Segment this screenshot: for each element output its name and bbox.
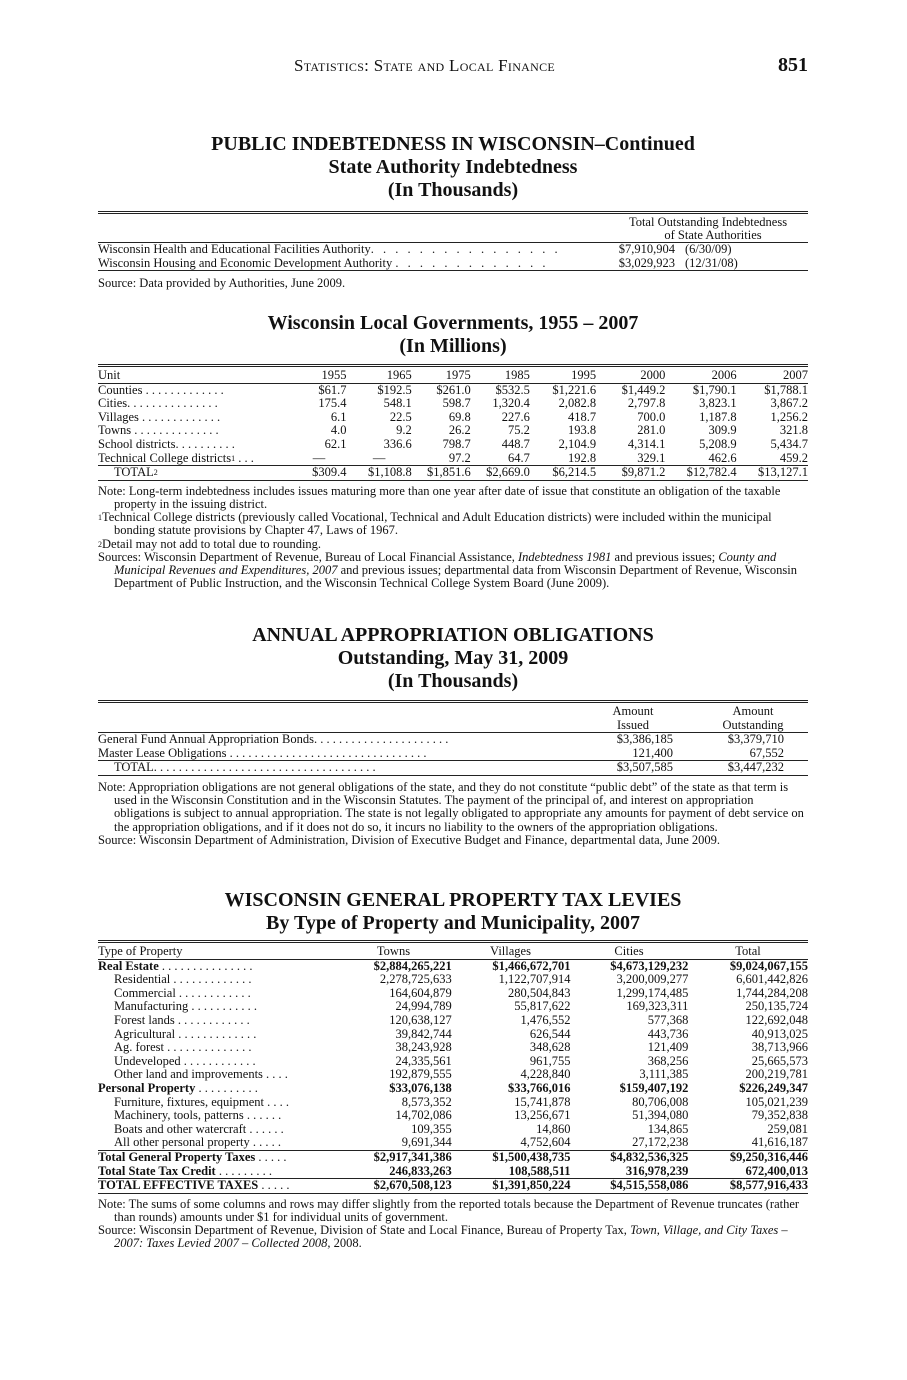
table-row: Villages . . . . . . . . . . . . . 6.1 22.5 69.8 227.6 418.7 700.0 1,187.8 1,256.2 — [98, 409, 808, 424]
section-subtitle: By Type of Property and Municipality, 2007 — [266, 912, 640, 934]
appropriation-section — [98, 624, 808, 847]
table-total-row: TOTAL$^2$ $309.4 $1,108.8 $1,851.6 $2,669.0 $6,214.5 $9,871.2 $12,782.4 $13,127.1 — [98, 466, 808, 481]
column-header: Total Outstanding Indebtedness of State Authorities — [98, 214, 808, 242]
section-units: (In Thousands) — [387, 179, 519, 201]
table-row: Furniture, fixtures, equipment . . . . 8,573,352 15,741,878 80,706,008 105,021,239 — [114, 1094, 808, 1109]
table-row: Forest lands . . . . . . . . . . . . 120,638,127 1,476,552 577,368 122,692,048 — [114, 1012, 808, 1027]
table-row: Real Estate . . . . . . . . . . . . . . . $2,884,265,221 $1,466,672,701 $4,673,129,232 $9,024,067,155 — [98, 958, 808, 973]
table-row: Commercial . . . . . . . . . . . . 164,604,879 280,504,843 1,299,174,485 1,744,284,208 — [114, 985, 808, 1000]
section-units: (In Thousands) — [387, 670, 519, 692]
section-subtitle: State Authority Indebtedness — [328, 156, 578, 178]
section-title: Wisconsin Local Governments, 1955 – 2007 — [267, 312, 639, 334]
source-note: Source: Wisconsin Department of Administration, Division of Executive Budget and Finance, departmental data, June 2009. — [98, 832, 721, 847]
state-authority-section — [98, 133, 808, 290]
table-header: Amount Amount — [612, 704, 774, 718]
local-governments-section — [98, 312, 808, 590]
table-row: Agricultural . . . . . . . . . . . . . 39,842,744 626,544 443,736 40,913,025 — [114, 1026, 808, 1041]
table-row: Boats and other watercraft . . . . . . 109,355 14,860 134,865 259,081 — [114, 1121, 808, 1136]
section-subtitle: Outstanding, May 31, 2009 — [337, 647, 569, 669]
table-row: All other personal property . . . . . 9,691,344 4,752,604 27,172,238 41,616,187 — [114, 1135, 808, 1150]
section-title: PUBLIC INDEBTEDNESS IN WISCONSIN–Continued — [211, 133, 695, 155]
running-head-title: Statistics: State and Local Finance — [294, 56, 556, 75]
local-gov-table — [98, 369, 808, 481]
table-row: Wisconsin Health and Educational Facilities Authority. . . . . . . . . . . . . . . . $7,910,904 (6/30/09) — [98, 242, 732, 256]
source-note: Source: Data provided by Authorities, June 2009. — [98, 276, 346, 291]
authority-table — [98, 243, 808, 270]
table-row: Cities. . . . . . . . . . . . . . . 175.4 548.1 598.7 1,320.4 2,082.8 2,797.8 3,823.1 3,867.2 — [98, 396, 808, 411]
section-title: ANNUAL APPROPRIATION OBLIGATIONS — [252, 624, 654, 646]
table-row: Undeveloped . . . . . . . . . . . . 24,335,561 961,755 368,256 25,665,573 — [114, 1053, 808, 1068]
footnote-2: $^2$Detail may not add to total due to rounding. — [98, 536, 322, 551]
table-note: Note: The sums of some columns and rows may differ slightly from the reported totals because the Department of Revenue truncates (rather than rounds) amounts under $1 for individual units of government. — [98, 1196, 800, 1224]
table-row: Master Lease Obligations . . . . . . . . . . . . . . . . . . . . . . . . . . . . . . . . 121,400 67,552 — [98, 745, 784, 760]
table-row: Technical College districts$^1$ . . . — — 97.2 64.7 192.8 329.1 462.6 459.2 — [98, 450, 808, 465]
source-note: Source: Wisconsin Department of Revenue, Division of State and Local Finance, Bureau of Property Tax, Town, Village, and City Taxes – 2007: Taxes Levied 2007 – Collected 2008, 2008. — [98, 1223, 788, 1251]
table-header: Unit 1955 1965 1975 1985 1995 2000 2006 2007 — [98, 368, 808, 382]
table-row: Wisconsin Housing and Economic Development Authority . . . . . . . . . . . . . $3,029,923 (12/31/08) — [98, 255, 738, 270]
table-note: Note: Long-term indebtedness includes issues maturing more than one year after date of issue that constitute an obligation of the taxable property in the issuing district. — [98, 483, 781, 511]
table-row: Other land and improvements . . . . 192,879,555 4,228,840 3,111,385 200,219,781 — [114, 1067, 808, 1082]
appropriation-table — [98, 705, 808, 776]
table-row: Total General Property Taxes . . . . . $2,917,341,386 $1,500,438,735 $4,832,536,325 $9,250,316,446 — [98, 1149, 808, 1164]
page-number: 851 — [778, 54, 808, 76]
running-head — [98, 56, 808, 80]
table-note: Note: Appropriation obligations are not general obligations of the state, and they do not constitute “public debt” of the state as that term is used in the Wisconsin Constitution and in the Wisconsin Statutes. The payment of the principal of, and interest on appropriation obligations is subject to annual appropriation. The state is not legally obligated to appropriate any amounts for payment of debt service on the appropriation obligations, and if it does not do so, it incurs no liability to the owners of the appropriation obligations. — [98, 779, 804, 834]
table-row: Ag. forest . . . . . . . . . . . . . . 38,243,928 348,628 121,409 38,713,966 — [114, 1040, 808, 1055]
table-row: Personal Property . . . . . . . . . . $33,076,138 $33,766,016 $159,407,192 $226,249,347 — [98, 1080, 808, 1095]
table-row: Manufacturing . . . . . . . . . . . 24,994,789 55,817,622 169,323,311 250,135,724 — [114, 999, 808, 1014]
table-row: Residential . . . . . . . . . . . . . 2,278,725,633 1,122,707,914 3,200,009,277 6,601,442,826 — [114, 972, 808, 987]
table-header: Type of Property Towns Villages Cities Total — [98, 945, 808, 959]
table-row: School districts. . . . . . . . . . 62.1 336.6 798.7 448.7 2,104.9 4,314.1 5,208.9 5,434.7 — [98, 436, 808, 451]
section-title: WISCONSIN GENERAL PROPERTY TAX LEVIES — [224, 889, 682, 911]
property-tax-rows — [98, 960, 808, 1194]
table-header: Issued Outstanding — [98, 719, 808, 733]
table-row: General Fund Annual Appropriation Bonds. . . . . . . . . . . . . . . . . . . . . . $3,386,185 $3,379,710 — [98, 732, 784, 747]
table-row: Counties . . . . . . . . . . . . . $61.7 $192.5 $261.0 $532.5 $1,221.6 $1,449.2 $1,790.1 $1,788.1 — [98, 382, 808, 397]
table-row: Machinery, tools, patterns . . . . . . 14,702,086 13,256,671 51,394,080 79,352,838 — [114, 1108, 808, 1123]
property-tax-table — [98, 945, 808, 960]
sources-note: Sources: Wisconsin Department of Revenue, Bureau of Local Financial Assistance, Indebtedness 1981 and previous issues; County and Municipal Revenues and Expenditures, 2007 and previous issues; departmental data from Wisconsin Department of Revenue, Wisconsin Department of Public Instruction, and the Wisconsin Technical College System Board (June 2009). — [98, 549, 797, 591]
property-tax-section — [98, 889, 808, 1251]
table-row: Towns . . . . . . . . . . . . . . 4.0 9.2 26.2 75.2 193.8 281.0 309.9 321.8 — [98, 423, 808, 438]
table-total-row: TOTAL. . . . . . . . . . . . . . . . . . . . . . . . . . . . . . . . . . . . $3,507,585 $3,447,232 — [98, 761, 808, 776]
table-row: Total State Tax Credit . . . . . . . . . 246,833,263 108,588,511 316,978,239 672,400,013 — [98, 1163, 808, 1178]
section-units: (In Millions) — [399, 335, 507, 357]
table-row: TOTAL EFFECTIVE TAXES . . . . . $2,670,508,123 $1,391,850,224 $4,515,558,086 $8,577,916,433 — [98, 1178, 808, 1193]
footnote-1: $^1$Technical College districts (previously called Vocational, Technical and Adult Education districts) were included within the municipal bonding statute provisions by Chapter 47, Laws of 1967. — [98, 510, 772, 538]
